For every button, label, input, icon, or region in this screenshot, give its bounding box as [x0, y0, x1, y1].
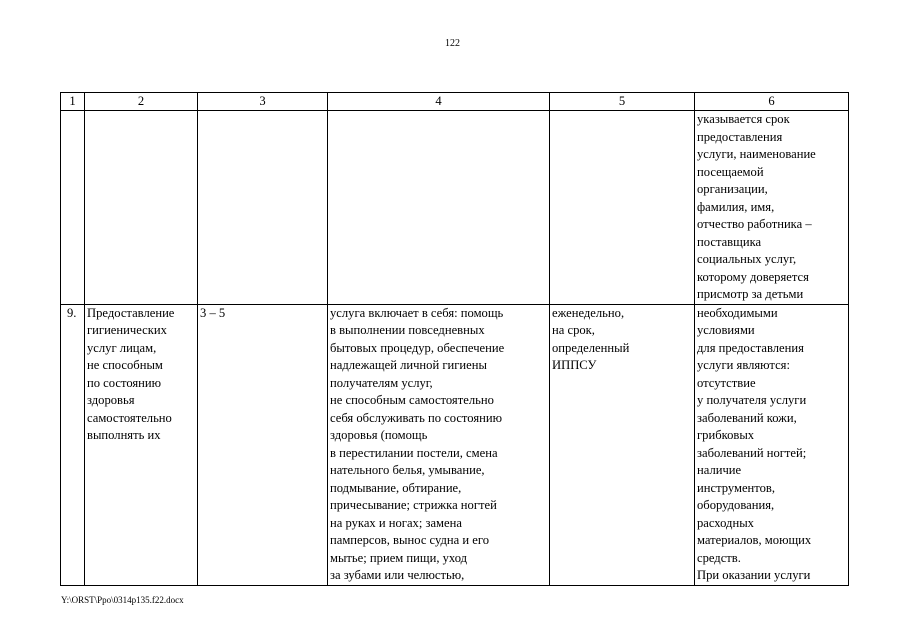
text-line: наличие: [697, 463, 742, 477]
text-line: ИППСУ: [552, 358, 597, 372]
header-cell: 1: [61, 93, 85, 111]
text-line: социальных услуг,: [697, 252, 797, 266]
text-line: за зубами или челюстью,: [330, 568, 465, 582]
cell-conditions: [695, 304, 849, 585]
text-line: услуги являются:: [697, 358, 790, 372]
page-number: 122: [445, 38, 460, 49]
text-line: мытье; прием пищи, уход: [330, 550, 468, 565]
cell-service-name: [85, 304, 198, 585]
text-line: поставщика: [697, 234, 762, 249]
cell-empty: [550, 111, 695, 305]
text-line: здоровья (помощь: [330, 428, 428, 442]
text-line: причесывание; стрижка ногтей: [330, 498, 497, 512]
cell-frequency: [550, 304, 695, 585]
header-cell: 2: [85, 93, 198, 111]
cell-empty: [198, 111, 328, 305]
text-line: указывается срок: [697, 112, 790, 126]
text-line: определенный: [552, 340, 630, 355]
text-line: услуга включает в себя: помощь: [330, 305, 504, 320]
footer-file-path: Y:\ORST\Ppo\0314p135.f22.docx: [61, 595, 184, 605]
text-line: не способным: [87, 358, 163, 372]
text-line: самостоятельно: [87, 410, 172, 425]
text-line: расходных: [697, 515, 754, 530]
cell-empty: [61, 111, 85, 305]
text-line: инструментов,: [697, 480, 776, 495]
services-table: [60, 92, 849, 586]
text-line: надлежащей личной гигиены: [330, 358, 487, 372]
table-row-continued: [61, 111, 849, 305]
text-line: себя обслуживать по состоянию: [330, 410, 503, 425]
text-line: условиями: [697, 323, 755, 337]
text-line: 3 – 5: [200, 305, 226, 320]
text-line: При оказании услуги: [697, 568, 811, 582]
text-line: не способным самостоятельно: [330, 393, 494, 407]
text-line: отсутствие: [697, 375, 756, 390]
text-line: услуги, наименование: [697, 147, 816, 161]
row-number: 9.: [61, 304, 85, 585]
text-line: по состоянию: [87, 375, 162, 390]
cell-service-description: [328, 304, 550, 585]
header-cell: 3: [198, 93, 328, 111]
header-cell: 5: [550, 93, 695, 111]
text-line: на срок,: [552, 323, 595, 337]
text-line: Предоставление: [87, 305, 175, 320]
text-line: организации,: [697, 182, 768, 196]
text-line: гигиенических: [87, 323, 167, 337]
text-line: услуг лицам,: [87, 340, 157, 355]
text-line: отчество работника –: [697, 217, 812, 231]
text-line: предоставления: [697, 129, 783, 144]
cell-empty: [328, 111, 550, 305]
text-line: которому доверяется: [697, 269, 809, 284]
text-line: грибковых: [697, 428, 755, 442]
text-line: подмывание, обтирание,: [330, 480, 462, 495]
text-line: оборудования,: [697, 498, 775, 512]
header-cell: 6: [695, 93, 849, 111]
text-line: получателям услуг,: [330, 375, 433, 390]
text-line: необходимыми: [697, 305, 778, 320]
text-line: средств.: [697, 550, 741, 565]
text-line: в перестилании постели, смена: [330, 445, 498, 460]
text-line: нательного белья, умывание,: [330, 463, 485, 477]
text-line: здоровья: [87, 393, 135, 407]
cell-empty: [85, 111, 198, 305]
cell-conditions-continued: [695, 111, 849, 305]
text-line: фамилия, имя,: [697, 199, 775, 214]
text-line: еженедельно,: [552, 305, 625, 320]
text-line: посещаемой: [697, 164, 764, 179]
text-line: бытовых процедур, обеспечение: [330, 340, 505, 355]
text-line: выполнять их: [87, 428, 161, 442]
text-line: присмотр за детьми: [697, 287, 804, 301]
table-row-9: [61, 304, 849, 585]
text-line: материалов, моющих: [697, 533, 812, 547]
table-header-row: [61, 93, 849, 111]
text-line: на руках и ногах; замена: [330, 515, 462, 530]
text-line: заболеваний кожи,: [697, 410, 797, 425]
text-line: памперсов, вынос судна и его: [330, 533, 489, 547]
text-line: в выполнении повседневных: [330, 323, 485, 337]
header-cell: 4: [328, 93, 550, 111]
text-line: заболеваний ногтей;: [697, 445, 807, 460]
text-line: для предоставления: [697, 340, 804, 355]
cell-duration: [198, 304, 328, 585]
text-line: у получателя услуги: [697, 393, 807, 407]
